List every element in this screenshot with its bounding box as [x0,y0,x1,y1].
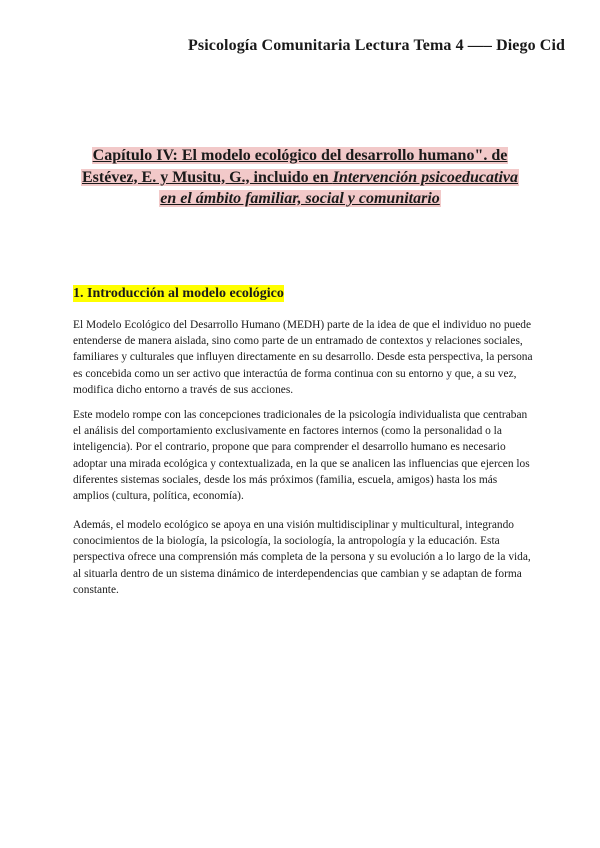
title-book-italic-continued: en el ámbito familiar, social y comunitario [160,190,440,207]
paragraph-individualism: Este modelo rompe con las concepciones tradicionales de la psicología individualista que centraban el análisis del comportamiento exclusivamente en factores internos (como la personalidad o la inteligencia). Por el contrario, propone que para comprender el desarrollo humano es necesario adoptar una mirada ecológica y contextualizada, en la que se analicen las influencias que ejercen los diferentes sistemas sociales, desde los más próximos (familia, escuela, amigos) hasta los más amplios (cultura, política, economía). [73,409,530,503]
page-header: Psicología Comunitaria Lectura Tema 4 —– Diego Cid [188,37,565,54]
title-line-2-text: Estévez, E. y Musitu, G., incluido en [82,168,333,186]
title-book-italic: Intervención psicoeducativa [332,168,518,186]
title-line-1: Capítulo IV: El modelo ecológico del desarrollo humano". de [92,147,508,164]
paragraph-intro: El Modelo Ecológico del Desarrollo Humano (MEDH) parte de la idea de que el individuo no puede entenderse de manera aislada, sino como parte de un entramado de contextos y relaciones sociales, familiares y culturales que influyen directamente en su desarrollo. Desde esta perspectiva, la persona es concebida como un ser activo que interactúa de forma continua con su entorno y que, a su vez, modifica dicho entorno a través de sus acciones. [73,319,533,396]
section-heading [73,286,284,302]
paragraph-multidisciplinary: Además, el modelo ecológico se apoya en una visión multidisciplinar y multicultural, integrando conocimientos de la biología, la psicología, la sociología, la antropología y la educación. Esta perspectiva ofrece una comprensión más completa de la persona y su evolución a lo largo de la vida, al situarla dentro de un sistema dinámico de interdependencias que cambian y se adaptan de forma constante. [73,519,531,596]
chapter-title [0,145,600,210]
title-line-3 [159,190,441,207]
section-heading-text: 1. Introducción al modelo ecológico [73,286,284,301]
title-line-2 [81,169,519,186]
